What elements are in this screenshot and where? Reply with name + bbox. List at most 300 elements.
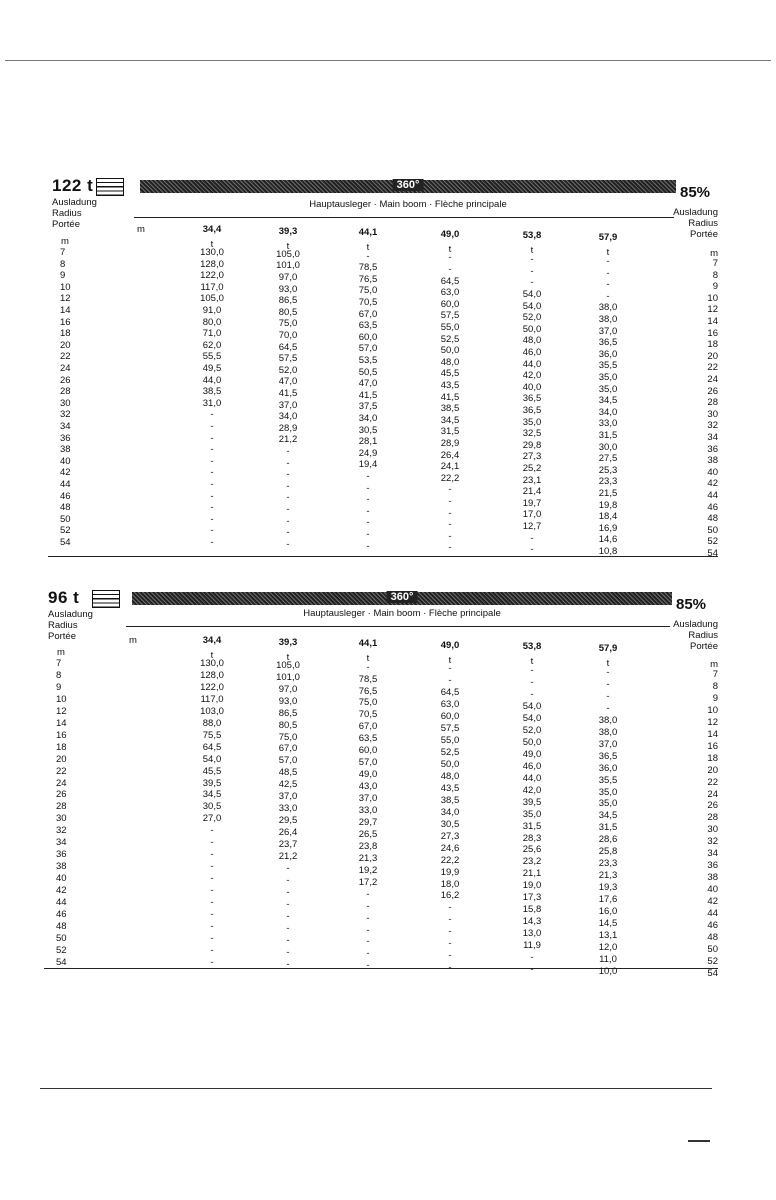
radius-cell-left: 9 <box>60 270 66 282</box>
capacity-cell: - <box>210 455 214 467</box>
counterweight-icon <box>96 178 124 196</box>
capacity-cell: 55,0 <box>440 735 460 747</box>
radius-cell-right: 42 <box>707 896 718 908</box>
capacity-cell: 23,8 <box>358 840 378 852</box>
capacity-cell: - <box>286 898 290 910</box>
capacity-cell: - <box>448 902 452 914</box>
radius-cell-right: 18 <box>707 339 718 351</box>
capacity-cell: - <box>448 950 452 962</box>
capacity-cell: 23,7 <box>278 839 298 851</box>
capacity-cell: - <box>448 675 452 687</box>
capacity-cell: 52,5 <box>440 333 460 345</box>
capacity-cell: - <box>366 529 370 540</box>
capacity-cell: - <box>210 490 214 502</box>
capacity-cell: - <box>210 837 214 849</box>
capacity-cell: - <box>606 678 610 690</box>
capacity-cell: 33,0 <box>278 803 298 815</box>
capacity-cell: 122,0 <box>200 270 224 282</box>
capacity-cell: 50,0 <box>440 345 460 357</box>
capacity-cell: - <box>606 667 610 678</box>
capacity-cell: 28,6 <box>598 834 618 846</box>
capacity-cell: 27,0 <box>202 813 222 825</box>
unit-m-right: m <box>710 659 718 670</box>
radius-cell-left: 16 <box>56 729 67 741</box>
radius-cell-left: 12 <box>60 293 71 305</box>
unit-t-header: t <box>366 653 370 664</box>
capacity-cell: 44,0 <box>522 772 542 784</box>
radius-cell-left: 54 <box>60 537 71 548</box>
capacity-cell: - <box>606 267 610 279</box>
capacity-cell: 41,5 <box>278 388 298 399</box>
boom-length-header: 53,8 <box>522 641 542 652</box>
rotation-banner <box>140 180 676 193</box>
capacity-cell: 54,0 <box>522 701 542 713</box>
capacity-cell: 57,0 <box>278 755 298 767</box>
radius-cell-right: 52 <box>707 536 718 548</box>
capacity-cell: 93,0 <box>278 695 298 707</box>
capacity-cell: - <box>286 469 290 481</box>
capacity-cell: 36,0 <box>598 348 618 360</box>
radius-cell-right: 40 <box>707 466 718 478</box>
capacity-cell: 63,5 <box>358 320 378 332</box>
capacity-cell: 117,0 <box>200 281 224 293</box>
capacity-cell: 38,5 <box>440 794 460 806</box>
capacity-cell: 78,5 <box>358 262 378 274</box>
capacity-cell: - <box>210 908 214 920</box>
unit-t-header: t <box>286 651 290 663</box>
capacity-cell: - <box>210 861 214 873</box>
capacity-cell: 67,0 <box>358 308 378 320</box>
radius-header-right: Ausladung <box>673 207 718 218</box>
radius-cell-left: 10 <box>60 281 71 293</box>
capacity-cell: 15,8 <box>522 904 542 916</box>
capacity-cell: 13,1 <box>598 929 618 941</box>
capacity-cell: 101,0 <box>276 260 300 272</box>
radius-cell-left: 8 <box>60 258 66 270</box>
radius-cell-left: 32 <box>60 409 71 421</box>
capacity-cell: 31,5 <box>522 820 542 832</box>
radius-cell-right: 34 <box>707 848 718 860</box>
radius-cell-left: 18 <box>60 328 71 340</box>
radius-cell-right: 10 <box>707 704 718 716</box>
slewing-360-label: 360° <box>393 179 424 191</box>
capacity-cell: - <box>286 886 290 898</box>
capacity-cell: 21,2 <box>278 434 298 446</box>
capacity-cell: 48,0 <box>522 335 542 347</box>
capacity-cell: 34,5 <box>598 810 618 822</box>
capacity-cell: 31,5 <box>598 822 618 834</box>
radius-cell-right: 14 <box>707 316 718 327</box>
radius-cell-right: 9 <box>712 281 718 293</box>
capacity-cell: 52,0 <box>522 312 542 324</box>
capacity-cell: 39,5 <box>202 777 222 789</box>
radius-cell-right: 18 <box>707 752 718 764</box>
radius-cell-left: 24 <box>60 363 71 374</box>
capacity-cell: - <box>286 874 290 886</box>
capacity-cell: 60,0 <box>358 331 378 343</box>
header-rule <box>134 217 674 218</box>
capacity-cell: - <box>366 948 370 960</box>
radius-cell-left: 50 <box>56 932 67 944</box>
radius-cell-left: 52 <box>56 944 67 956</box>
capacity-cell: 52,0 <box>522 724 542 736</box>
capacity-cell: 128,0 <box>200 669 224 681</box>
capacity-cell: 50,0 <box>522 323 542 335</box>
capacity-cell: 35,0 <box>598 786 618 798</box>
capacity-cell: 62,0 <box>202 339 222 351</box>
radius-cell-right: 8 <box>712 269 718 281</box>
capacity-cell: 35,0 <box>598 372 618 383</box>
capacity-cell: 22,2 <box>440 472 460 484</box>
capacity-cell: 37,0 <box>598 325 618 337</box>
capacity-cell: 16,2 <box>440 890 460 902</box>
unit-m-left: m <box>57 647 65 658</box>
capacity-cell: 88,0 <box>202 717 222 729</box>
capacity-cell: - <box>366 960 370 972</box>
unit-t-header: t <box>530 656 534 667</box>
radius-cell-right: 52 <box>707 955 718 967</box>
capacity-cell: - <box>448 926 452 938</box>
capacity-cell: 19,9 <box>440 866 460 878</box>
radius-header-left: Portée <box>52 219 80 230</box>
capacity-cell: - <box>366 471 370 482</box>
radius-header-left: Portée <box>48 631 76 642</box>
capacity-cell: - <box>448 496 452 507</box>
capacity-cell: 35,5 <box>598 360 618 372</box>
capacity-cell: 42,5 <box>278 779 298 791</box>
capacity-cell: 43,5 <box>440 380 460 391</box>
boom-length-header: 53,8 <box>522 230 542 241</box>
capacity-cell: 10,0 <box>598 965 618 977</box>
capacity-cell: 57,0 <box>358 757 378 769</box>
unit-t-header: t <box>606 246 610 258</box>
capacity-cell: 38,0 <box>598 314 618 325</box>
capacity-cell: 86,5 <box>278 295 298 307</box>
capacity-cell: - <box>448 938 452 950</box>
capacity-cell: 36,5 <box>522 405 542 416</box>
capacity-cell: - <box>448 252 452 264</box>
radius-cell-right: 28 <box>707 397 718 409</box>
capacity-cell: 19,7 <box>522 497 542 509</box>
capacity-cell: 44,0 <box>202 374 222 386</box>
capacity-cell: 35,0 <box>598 798 618 810</box>
capacity-cell: 46,0 <box>522 347 542 358</box>
capacity-cell: 38,0 <box>598 302 618 314</box>
radius-cell-right: 48 <box>707 931 718 943</box>
radius-cell-left: 38 <box>56 861 67 873</box>
capacity-cell: 50,5 <box>358 366 378 378</box>
capacity-cell: 40,0 <box>522 381 542 393</box>
capacity-cell: - <box>210 825 214 837</box>
capacity-cell: - <box>210 479 214 490</box>
radius-cell-left: 14 <box>60 305 71 316</box>
boom-length-header: 49,0 <box>440 639 460 651</box>
capacity-cell: 78,5 <box>358 673 378 685</box>
capacity-cell: 44,0 <box>522 358 542 370</box>
capacity-cell: - <box>530 952 534 963</box>
capacity-cell: 54,0 <box>522 289 542 300</box>
radius-cell-right: 44 <box>707 908 718 919</box>
capacity-cell: - <box>210 956 214 968</box>
capacity-cell: - <box>210 897 214 908</box>
capacity-cell: 23,1 <box>522 474 542 486</box>
capacity-cell: - <box>448 962 452 974</box>
counterweight-icon <box>92 590 120 608</box>
capacity-cell: 105,0 <box>200 293 224 305</box>
capacity-cell: - <box>286 492 290 504</box>
radius-cell-left: 32 <box>56 825 67 837</box>
capacity-cell: 48,0 <box>440 770 460 782</box>
unit-m-column: m <box>129 635 137 646</box>
capacity-cell: 63,0 <box>440 287 460 299</box>
radius-cell-left: 28 <box>60 386 71 398</box>
capacity-cell: - <box>530 532 534 544</box>
capacity-cell: 16,0 <box>598 906 618 917</box>
unit-m-left: m <box>61 236 69 247</box>
capacity-cell: 36,5 <box>522 393 542 405</box>
capacity-cell: 101,0 <box>276 671 300 683</box>
percent-tipping-label: 85% <box>680 184 711 201</box>
capacity-cell: 43,5 <box>440 782 460 794</box>
radius-cell-left: 34 <box>60 421 71 432</box>
radius-cell-left: 46 <box>60 490 71 502</box>
capacity-cell: 86,5 <box>278 707 298 719</box>
capacity-cell: 97,0 <box>278 683 298 695</box>
capacity-cell: 38,5 <box>440 403 460 415</box>
unit-t-header: t <box>606 657 610 669</box>
capacity-cell: - <box>366 924 370 936</box>
capacity-cell: 11,0 <box>599 953 617 965</box>
radius-cell-left: 20 <box>60 339 71 351</box>
capacity-cell: - <box>530 544 534 556</box>
capacity-cell: 19,2 <box>358 864 378 876</box>
capacity-cell: 75,0 <box>358 285 378 297</box>
capacity-cell: 29,5 <box>278 815 298 827</box>
capacity-cell: 24,9 <box>358 447 378 459</box>
capacity-cell: - <box>366 900 370 912</box>
capacity-cell: 105,0 <box>276 659 300 671</box>
radius-cell-right: 40 <box>707 884 718 896</box>
capacity-cell: 23,3 <box>598 476 618 488</box>
capacity-cell: 60,0 <box>440 298 460 310</box>
capacity-cell: 26,4 <box>440 449 460 461</box>
capacity-cell: - <box>448 663 452 675</box>
capacity-cell: 21,1 <box>522 868 542 880</box>
capacity-cell: 42,0 <box>522 370 542 382</box>
capacity-cell: 17,0 <box>522 509 542 521</box>
capacity-cell: 30,5 <box>440 818 460 830</box>
capacity-cell: - <box>606 279 610 291</box>
capacity-cell: 76,5 <box>358 273 378 285</box>
capacity-cell: 31,5 <box>440 426 460 438</box>
capacity-cell: 29,7 <box>358 816 378 828</box>
radius-cell-right: 36 <box>707 860 718 872</box>
capacity-cell: - <box>286 504 290 515</box>
radius-cell-right: 12 <box>707 716 718 728</box>
radius-cell-left: 42 <box>60 467 71 479</box>
capacity-cell: 80,5 <box>278 306 298 318</box>
capacity-cell: 12,0 <box>598 941 618 953</box>
boom-title: Hauptausleger · Main boom · Flèche principale <box>309 199 507 210</box>
radius-cell-right: 14 <box>707 728 718 740</box>
radius-cell-left: 30 <box>56 813 67 825</box>
capacity-cell: 75,0 <box>278 731 298 743</box>
capacity-cell: - <box>448 914 452 926</box>
capacity-cell: - <box>606 702 610 714</box>
radius-cell-right: 46 <box>707 501 718 513</box>
radius-cell-left: 52 <box>60 525 71 537</box>
capacity-cell: 39,5 <box>522 796 542 808</box>
radius-header-right: Portée <box>690 641 718 652</box>
capacity-cell: 41,5 <box>440 391 460 403</box>
capacity-cell: 28,1 <box>358 436 378 448</box>
capacity-cell: 80,0 <box>202 316 222 328</box>
capacity-cell: 47,0 <box>278 376 298 388</box>
capacity-cell: 48,0 <box>440 356 460 368</box>
capacity-cell: 31,0 <box>202 397 222 409</box>
radius-cell-left: 22 <box>60 351 71 363</box>
radius-cell-right: 50 <box>707 943 718 955</box>
unit-t-header: t <box>210 650 214 661</box>
radius-cell-right: 22 <box>707 362 718 374</box>
radius-cell-right: 30 <box>707 408 718 420</box>
capacity-cell: 25,8 <box>598 846 618 858</box>
capacity-cell: 19,8 <box>598 499 618 511</box>
capacity-cell: 30,5 <box>202 801 222 813</box>
radius-cell-right: 8 <box>712 680 718 692</box>
radius-cell-right: 26 <box>707 385 718 397</box>
capacity-cell: 37,0 <box>598 738 618 750</box>
radius-cell-left: 34 <box>56 837 67 849</box>
radius-cell-right: 12 <box>707 304 718 316</box>
radius-cell-right: 24 <box>707 374 718 385</box>
capacity-cell: 57,5 <box>440 310 460 322</box>
radius-header-left: Ausladung <box>52 197 97 208</box>
capacity-cell: - <box>210 502 214 514</box>
capacity-cell: - <box>286 527 290 539</box>
radius-cell-left: 40 <box>56 873 67 885</box>
top-rule <box>5 60 771 61</box>
unit-t-header: t <box>210 239 214 250</box>
radius-cell-left: 48 <box>56 920 67 932</box>
radius-cell-left: 7 <box>56 658 62 669</box>
capacity-cell: 38,0 <box>598 726 618 738</box>
boom-length-header: 39,3 <box>278 636 298 648</box>
radius-cell-left: 12 <box>56 705 67 717</box>
boom-length-header: 57,9 <box>598 231 618 243</box>
capacity-cell: 30,5 <box>358 424 378 436</box>
capacity-cell: 70,5 <box>358 297 378 308</box>
capacity-cell: - <box>210 932 214 944</box>
capacity-cell: - <box>530 254 534 266</box>
capacity-cell: 70,5 <box>358 709 378 721</box>
capacity-cell: 35,0 <box>598 383 618 395</box>
capacity-cell: 14,6 <box>598 534 618 546</box>
boom-length-header: 34,4 <box>202 224 222 235</box>
capacity-cell: 63,5 <box>358 733 378 745</box>
capacity-cell: 31,5 <box>598 430 618 441</box>
radius-cell-left: 28 <box>56 801 67 813</box>
radius-cell-left: 16 <box>60 316 71 328</box>
capacity-cell: 34,0 <box>358 413 378 424</box>
capacity-cell: - <box>210 421 214 432</box>
header-rule <box>126 626 670 627</box>
radius-cell-right: 16 <box>707 740 718 752</box>
capacity-cell: - <box>210 944 214 956</box>
capacity-cell: - <box>210 849 214 861</box>
unit-t-header: t <box>286 240 290 252</box>
capacity-cell: - <box>286 946 290 958</box>
unit-t-header: t <box>530 245 534 256</box>
radius-header-right: Radius <box>688 630 718 641</box>
radius-cell-right: 36 <box>707 443 718 455</box>
capacity-cell: - <box>286 958 290 970</box>
radius-cell-right: 24 <box>707 788 718 800</box>
capacity-cell: 48,5 <box>278 767 298 779</box>
bottom-rule <box>40 1088 712 1089</box>
capacity-cell: 17,3 <box>522 892 542 904</box>
radius-header-left: Ausladung <box>48 609 93 620</box>
unit-t-header: t <box>448 654 452 666</box>
radius-cell-left: 40 <box>60 455 71 467</box>
capacity-cell: 54,0 <box>202 753 222 765</box>
capacity-cell: - <box>366 505 370 517</box>
capacity-cell: 49,0 <box>358 769 378 781</box>
radius-cell-right: 48 <box>707 513 718 525</box>
radius-cell-right: 22 <box>707 776 718 788</box>
capacity-cell: 32,5 <box>522 428 542 440</box>
capacity-cell: 91,0 <box>202 305 222 316</box>
capacity-cell: 71,0 <box>202 328 222 340</box>
boom-length-header: 44,1 <box>358 638 378 649</box>
capacity-cell: 50,0 <box>440 759 460 770</box>
capacity-cell: 29,8 <box>522 439 542 451</box>
capacity-cell: 50,0 <box>522 736 542 748</box>
boom-length-header: 49,0 <box>440 228 460 240</box>
capacity-cell: 18,4 <box>598 511 618 523</box>
capacity-cell: 37,0 <box>278 791 298 803</box>
unit-m-right: m <box>710 248 718 259</box>
capacity-cell: - <box>286 457 290 469</box>
capacity-cell: 23,2 <box>522 856 542 868</box>
capacity-cell: 26,4 <box>278 827 298 839</box>
capacity-cell: - <box>366 661 370 673</box>
radius-cell-right: 7 <box>712 258 718 269</box>
boom-length-header: 34,4 <box>202 635 222 646</box>
capacity-cell: 19,0 <box>522 880 542 892</box>
capacity-cell: - <box>606 290 610 302</box>
capacity-cell: 37,0 <box>278 399 298 411</box>
capacity-cell: 64,5 <box>440 275 460 287</box>
capacity-cell: 28,9 <box>440 438 460 449</box>
capacity-cell: 13,0 <box>522 928 542 940</box>
unit-t-header: t <box>448 243 452 255</box>
radius-cell-right: 38 <box>707 872 718 884</box>
capacity-cell: - <box>286 515 290 527</box>
capacity-cell: 49,0 <box>522 748 542 760</box>
capacity-cell: - <box>210 409 214 421</box>
capacity-cell: 105,0 <box>276 248 300 260</box>
capacity-cell: - <box>286 862 290 874</box>
capacity-cell: 34,0 <box>278 411 298 423</box>
radius-header-right: Ausladung <box>673 619 718 630</box>
radius-cell-right: 30 <box>707 824 718 836</box>
capacity-cell: 60,0 <box>358 745 378 757</box>
percent-tipping-label: 85% <box>676 596 707 613</box>
radius-cell-right: 9 <box>712 692 718 704</box>
capacity-cell: - <box>366 250 370 262</box>
radius-cell-right: 54 <box>707 967 718 979</box>
